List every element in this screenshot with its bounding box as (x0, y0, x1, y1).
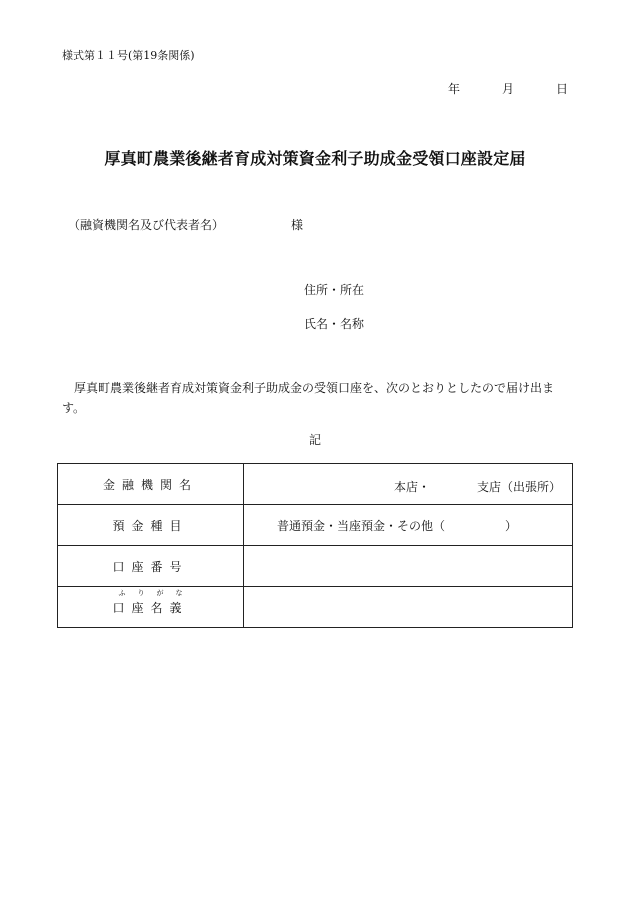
shiten-label: 支店（出張所） (477, 480, 562, 494)
bank-name-field[interactable] (244, 464, 573, 505)
addressee-honorific: 様 (291, 218, 304, 232)
form-number: 様式第１１号(第19条関係) (62, 49, 195, 62)
address-label: 住所・所在 (304, 283, 365, 297)
date-year-label: 年 (448, 82, 461, 96)
account-holder-label: 口座名義 (112, 600, 189, 615)
table-row-bank (58, 464, 573, 505)
table-row-account-holder (58, 587, 573, 628)
deposit-type-field[interactable] (244, 505, 573, 546)
deposit-type-options: 普通預金・当座預金・その他（ ） (277, 518, 518, 533)
deposit-type-label: 預金種目 (58, 505, 244, 546)
name-label: 氏名・名称 (304, 317, 365, 331)
account-holder-field[interactable] (244, 587, 573, 628)
table-row-deposit-type (58, 505, 573, 546)
date-day-label: 日 (556, 82, 569, 96)
bank-name-label: 金融機関名 (58, 464, 244, 505)
account-number-field[interactable] (244, 546, 573, 587)
date-month-label: 月 (502, 82, 515, 96)
table-row-account-number (58, 546, 573, 587)
account-form-table (57, 463, 573, 628)
addressee-label: （融資機関名及び代表者名） (68, 218, 225, 232)
body-text: 厚真町農業後継者育成対策資金利子助成金の受領口座を、次のとおりとしたので届け出ます。 (62, 381, 555, 415)
account-holder-label-cell (58, 587, 244, 628)
ki-heading: 記 (308, 433, 321, 447)
honten-label: 本店・ (394, 480, 431, 494)
document-title: 厚真町農業後継者育成対策資金利子助成金受領口座設定届 (104, 149, 526, 168)
account-number-label: 口座番号 (58, 546, 244, 587)
furigana-ruby: ふ り が な (118, 588, 183, 597)
